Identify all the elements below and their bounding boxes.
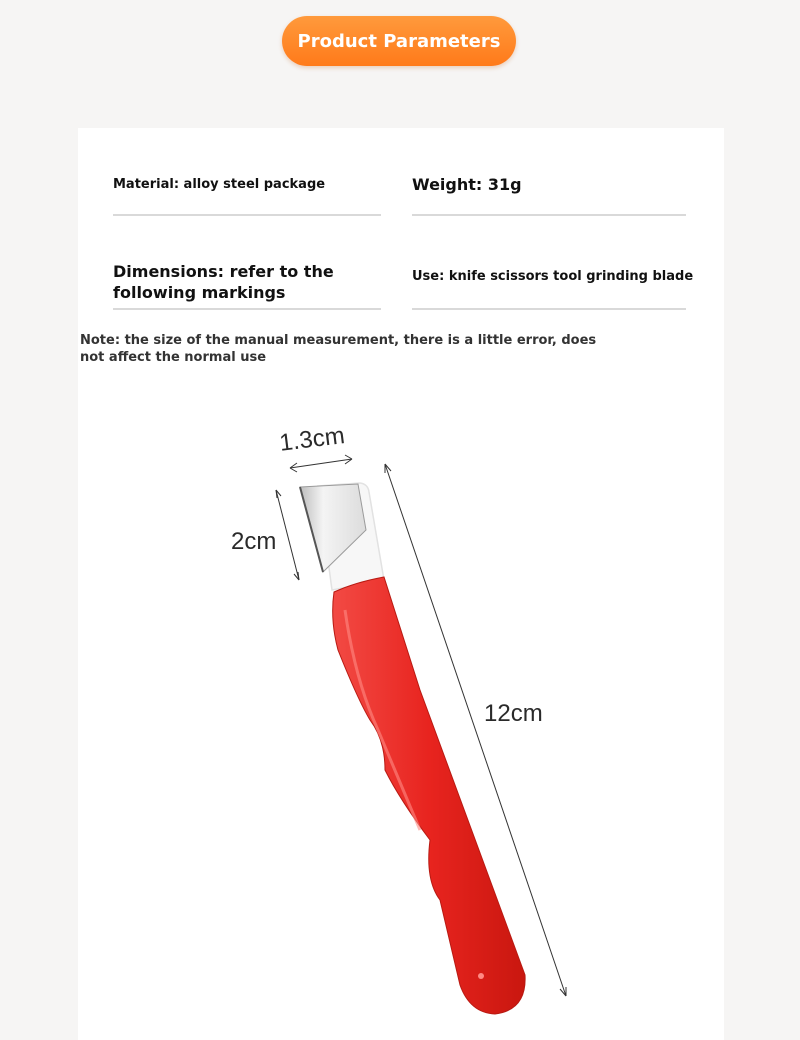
red-handle (333, 577, 525, 1014)
height-dimension (276, 490, 299, 580)
width-dimension (290, 455, 352, 472)
knife-sharpener (300, 483, 525, 1014)
height-dimension-label: 2cm (231, 528, 277, 555)
param-weight: Weight: 31g (412, 175, 522, 194)
width-dimension-label: 1.3cm (278, 422, 347, 457)
product-parameters-title: Product Parameters (282, 16, 516, 66)
length-dimension-label: 12cm (484, 700, 543, 727)
param-dimensions: Dimensions: refer to the following markings (113, 262, 334, 302)
measurement-note: Note: the size of the manual measurement, there is a little error, does not affect the normal use (80, 333, 597, 365)
param-material: Material: alloy steel package (113, 177, 326, 192)
param-use: Use: knife scissors tool grinding blade (412, 269, 694, 284)
